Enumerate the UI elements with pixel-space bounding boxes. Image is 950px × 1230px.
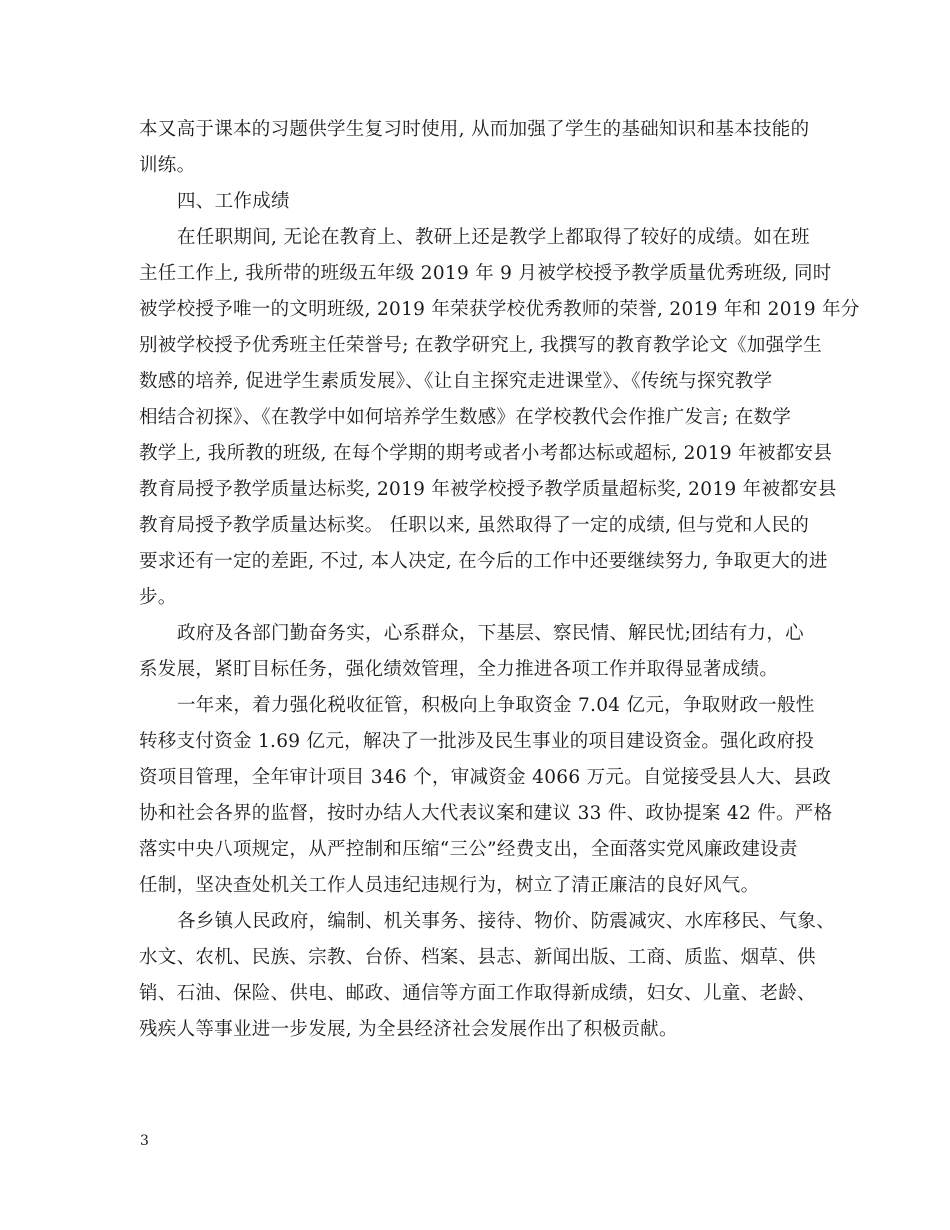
- text-line: 别被学校授予优秀班主任荣誉号; 在教学研究上, 我撰写的教育教学论文《加强学生: [139, 335, 823, 356]
- text-line: 任制，坚决查处机关工作人员违纪违规行为，树立了清正廉洁的良好风气。: [139, 875, 760, 896]
- page-number: 3: [140, 1133, 149, 1149]
- text-line: 被学校授予唯一的文明班级, 2019 年荣获学校优秀教师的荣誉, 2019 年和 2019 年分: [139, 299, 860, 320]
- text-line: 落实中央八项规定，从严控制和压缩“三公”经费支出，全面落实党风廉政建设责: [139, 839, 798, 860]
- text-line: 政府及各部门勤奋务实，心系群众，下基层、察民情、解民忧;团结有力，心: [177, 623, 804, 644]
- section-heading: 四、工作成绩: [177, 191, 290, 212]
- text-line: 教育局授予教学质量达标奖。 任职以来, 虽然取得了一定的成绩, 但与党和人民的: [139, 515, 810, 536]
- text-line: 主任工作上, 我所带的班级五年级 2019 年 9 月被学校授予教学质量优秀班级, 同时: [139, 263, 832, 284]
- text-line: 水文、农机、民族、宗教、台侨、档案、县志、新闻出版、工商、质监、烟草、供: [139, 947, 816, 968]
- text-line: 协和社会各界的监督，按时办结人大代表议案和建议 33 件、政协提案 42 件。严格: [139, 803, 833, 824]
- text-line: 残疾人等事业进一步发展, 为全县经济社会发展作出了积极贡献。: [139, 1019, 678, 1040]
- text-line: 数感的培养, 促进学生素质发展》、《让自主探究走进课堂》、《传统与探究教学: [139, 371, 773, 392]
- text-line: 资项目管理，全年审计项目 346 个，审减资金 4066 万元。自觉接受县人大、县政: [139, 767, 832, 788]
- text-line: 在任职期间, 无论在教育上、教研上还是教学上都取得了较好的成绩。如在班: [177, 227, 810, 248]
- text-line: 一年来，着力强化税收征管，积极向上争取资金 7.04 亿元，争取财政一般性: [177, 695, 815, 716]
- text-line: 步。: [139, 587, 177, 608]
- text-line: 各乡镇人民政府，编制、机关事务、接待、物价、防震减灾、水库移民、气象、: [177, 911, 836, 932]
- text-line: 本又高于课本的习题供学生复习时使用, 从而加强了学生的基础知识和基本技能的: [139, 119, 810, 140]
- text-line: 转移支付资金 1.69 亿元，解决了一批涉及民生事业的项目建设资金。强化政府投: [139, 731, 815, 752]
- text-line: 要求还有一定的差距, 不过, 本人决定, 在今后的工作中还要继续努力, 争取更大的进: [139, 551, 828, 572]
- text-line: 销、石油、保险、供电、邮政、通信等方面工作取得新成绩，妇女、儿童、老龄、: [139, 983, 816, 1004]
- text-line: 系发展，紧盯目标任务，强化绩效管理，全力推进各项工作并取得显著成绩。: [139, 659, 779, 680]
- text-line: 相结合初探》、《在教学中如何培养学生数感》在学校教代会作推广发言; 在数学: [139, 407, 792, 428]
- text-line: 训练。: [139, 155, 196, 176]
- text-line: 教学上, 我所教的班级, 在每个学期的期考或者小考都达标或超标, 2019 年被都安县: [139, 443, 833, 464]
- text-line: 教育局授予教学质量达标奖, 2019 年被学校授予教学质量超标奖, 2019 年被都安县: [139, 479, 837, 500]
